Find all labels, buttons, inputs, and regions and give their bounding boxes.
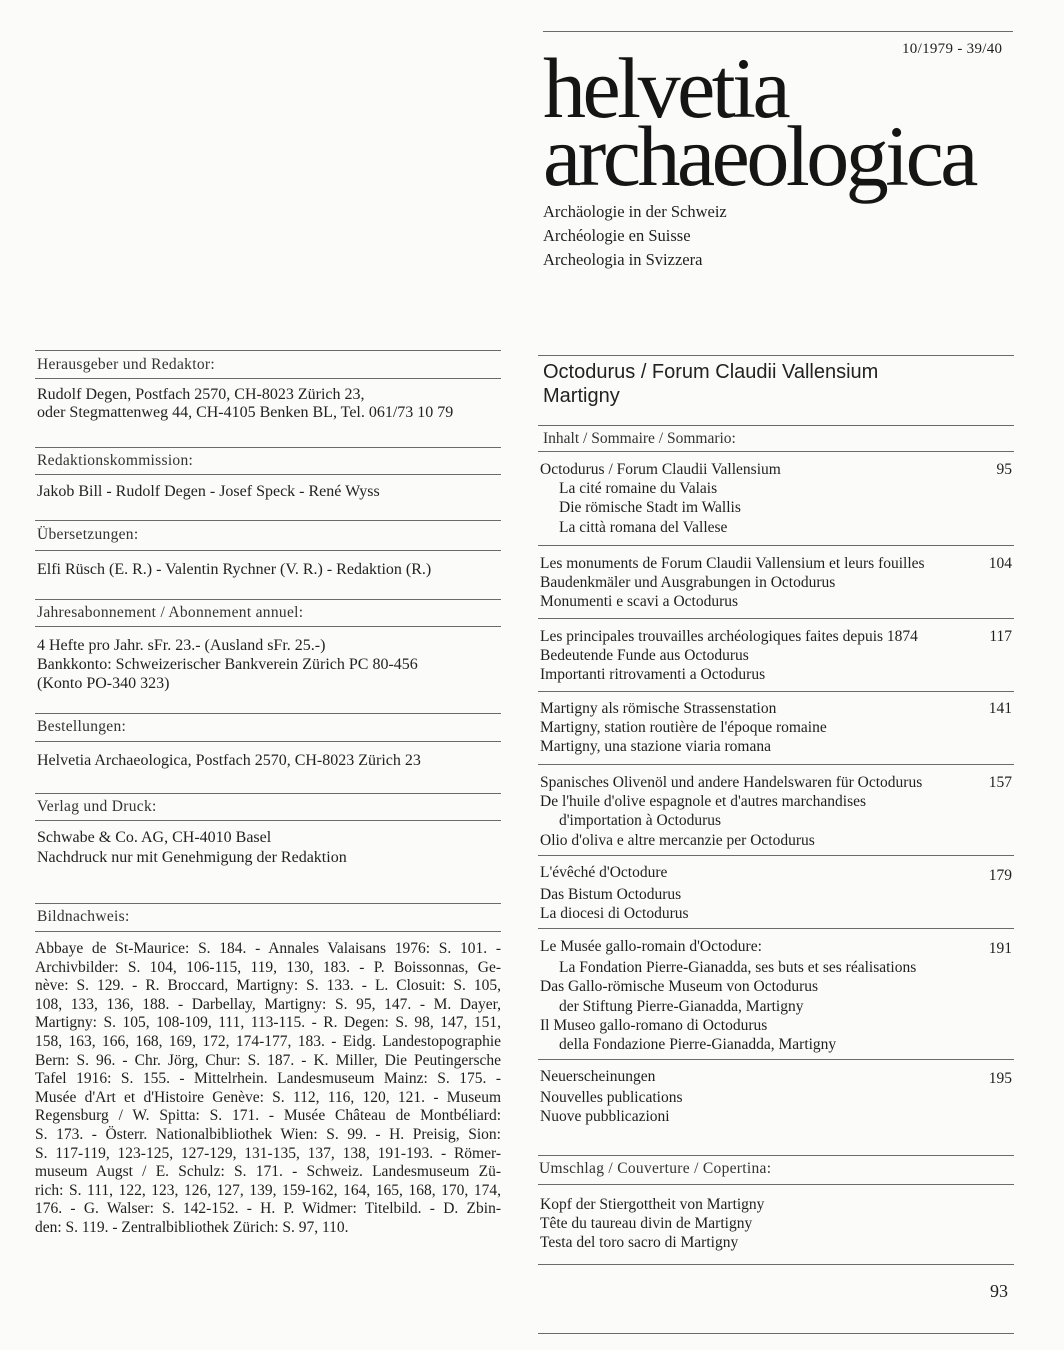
rule xyxy=(538,1155,1014,1156)
contents-label: Inhalt / Sommaire / Sommario: xyxy=(543,430,736,447)
toc-entry-subline: Monumenti e scavi a Octodurus xyxy=(540,593,739,611)
toc-entry-subline: Olio d'oliva e altre mercanzie per Octodurus xyxy=(540,831,815,849)
translations-text: Elfi Rüsch (E. R.) - Valentin Rychner (V. R.) - Redaktion (R.) xyxy=(37,561,432,578)
toc-entry xyxy=(540,460,1012,537)
toc-entry-title-row xyxy=(540,699,1012,718)
toc-entry-page: 191 xyxy=(988,940,1012,957)
journal-subtitles xyxy=(543,200,727,272)
toc-entry-title-row xyxy=(540,627,1012,646)
rule xyxy=(35,378,501,379)
rule xyxy=(35,793,501,794)
toc-entry-subline: Martigny, una stazione viaria romana xyxy=(540,738,771,756)
toc-entry-title-row xyxy=(540,937,1012,958)
toc-entry-title: Martigny als römische Strassenstation xyxy=(540,700,777,717)
translations-label: Übersetzungen: xyxy=(37,526,139,543)
credits-line: Bern: S. 96. - Chr. Jörg, Chur: S. 187. - K. Miller, Die Peutingersche xyxy=(35,1051,501,1069)
toc-entry xyxy=(540,773,1012,850)
toc-entry-title-row xyxy=(540,1067,1012,1088)
rule xyxy=(35,520,501,521)
toc-entry-subline: Das Gallo-römische Museum von Octodurus xyxy=(540,978,819,996)
toc-entry-page: 157 xyxy=(988,774,1012,791)
toc-entry-page: 195 xyxy=(988,1070,1012,1087)
toc-entry xyxy=(540,1067,1012,1127)
credits-line: Regensburg / W. Spitta: S. 171. - Musée Château de Montbéliard: xyxy=(35,1107,501,1125)
toc-entry-subline: Das Bistum Octodurus xyxy=(540,886,682,904)
rule xyxy=(35,820,501,821)
commission-label: Redaktionskommission: xyxy=(37,452,194,469)
subtitle-de: Archäologie in der Schweiz xyxy=(543,202,727,221)
rule xyxy=(35,626,501,627)
issue-heading-line1: Octodurus / Forum Claudii Vallensium xyxy=(543,361,879,383)
orders-label: Bestellungen: xyxy=(37,718,127,735)
toc-entry-subline: De l'huile d'olive espagnole et d'autres marchandises xyxy=(540,793,867,811)
credits-label: Bildnachweis: xyxy=(37,908,130,925)
toc-entry-subline: d'importation à Octodurus xyxy=(559,812,722,830)
print-line: Nachdruck nur mit Genehmigung der Redaktion xyxy=(37,849,347,866)
credits-line: museum Augst / E. Schulz: S. 171. - Schweiz. Landesmuseum Zü- xyxy=(35,1163,501,1181)
issue-heading xyxy=(543,360,878,408)
toc-entry xyxy=(540,699,1012,757)
subscription-line: Bankkonto: Schweizerischer Bankverein Zürich PC 80-456 xyxy=(37,656,418,673)
journal-title-line1: helvetia xyxy=(543,40,788,136)
publisher-label: Herausgeber und Redaktor: xyxy=(37,356,215,373)
credits-line: 108, 133, 136, 188. - Darbellay, Martigny: S. 95, 147. - M. Dayer, xyxy=(35,995,501,1013)
toc-entry-subline: Bedeutende Funde aus Octodurus xyxy=(540,647,749,665)
toc-entry-page: 117 xyxy=(989,628,1012,645)
journal-title-line2: archaeologica xyxy=(543,108,975,204)
subscription-line: 4 Hefte pro Jahr. sFr. 23.- (Ausland sFr. 25.-) xyxy=(37,637,326,654)
issue-number: 10/1979 - 39/40 xyxy=(902,41,1003,57)
toc-entry-page: 141 xyxy=(988,700,1012,717)
toc-entry-subline: Nuove pubblicazioni xyxy=(540,1108,670,1126)
rule xyxy=(538,618,1014,619)
toc-entry xyxy=(540,554,1012,612)
credits-line: 158, 163, 166, 168, 169, 172, 174-177, 183. - Eidg. Landestopographie xyxy=(35,1032,501,1050)
print-line: Schwabe & Co. AG, CH-4010 Basel xyxy=(37,829,272,846)
credits-line: 176. - G. Walser: S. 142-152. - H. P. Widmer: Titelbild. - D. Zbin- xyxy=(35,1200,501,1218)
toc-entry-title: Les principales trouvailles archéologiques faites depuis 1874 xyxy=(540,628,918,645)
toc-entry-subline: Nouvelles publications xyxy=(540,1089,683,1107)
orders-text: Helvetia Archaeologica, Postfach 2570, CH-8023 Zürich 23 xyxy=(37,752,421,769)
credits-line: nève: S. 129. - R. Broccard, Martigny: S. 133. - L. Closuit: S. 105, xyxy=(35,977,501,995)
toc-entry-subline: La città romana del Vallese xyxy=(559,518,728,536)
subtitle-it: Archeologia in Svizzera xyxy=(543,250,703,269)
rule xyxy=(35,350,501,351)
toc-entry-title-row xyxy=(540,554,1012,573)
cover-caption xyxy=(540,1195,1012,1253)
credits-line: den: S. 119. - Zentralbibliothek Zürich: S. 97, 110. xyxy=(35,1218,349,1236)
toc-entry-title: Le Musée gallo-romain d'Octodure: xyxy=(540,938,762,955)
toc-entry-title-row xyxy=(540,773,1012,792)
rule xyxy=(538,451,1014,452)
credits-line: Martigny: S. 105, 108-109, 111, 113-115. - R. Degen: S. 98, 147, 151, xyxy=(35,1014,501,1032)
rule xyxy=(538,545,1014,546)
credits-line: Archivbilder: S. 104, 106-115, 119, 130, 183. - P. Boissonnas, Ge- xyxy=(35,958,501,976)
rule xyxy=(35,550,501,551)
rule xyxy=(538,425,1014,426)
toc-entry-title: Octodurus / Forum Claudii Vallensium xyxy=(540,461,781,478)
rule xyxy=(35,903,501,904)
toc-entry-title-row xyxy=(540,863,1012,885)
credits-line: S. 117-119, 123-125, 127-129, 131-135, 137, 138, 191-193. - Römer- xyxy=(35,1144,501,1162)
rule xyxy=(35,447,501,448)
rule xyxy=(538,764,1014,765)
rule xyxy=(538,691,1014,692)
toc-entry-subline: der Stiftung Pierre-Gianadda, Martigny xyxy=(559,997,804,1015)
credits-line: Tafel 1916: S. 155. - Mittelrhein. Landesmuseum Mainz: S. 175. - xyxy=(35,1070,501,1088)
toc-entry-title: Les monuments de Forum Claudii Vallensium et leurs fouilles xyxy=(540,555,925,572)
toc-entry-subline: La diocesi di Octodurus xyxy=(540,905,689,923)
toc-entry-title: Neuerscheinungen xyxy=(540,1068,656,1085)
rule xyxy=(538,355,1014,356)
toc-entry-subline: Il Museo gallo-romano di Octodurus xyxy=(540,1016,768,1034)
credits-line: rich: S. 111, 122, 123, 126, 127, 139, 159-162, 164, 165, 168, 170, 174, xyxy=(35,1181,501,1199)
toc-entry-subline: La cité romaine du Valais xyxy=(559,480,718,498)
cover-caption-line: Testa del toro sacro di Martigny xyxy=(540,1234,739,1252)
credits-line: S. 173. - Österr. Nationalbibliothek Wien: S. 99. - H. Preisig, Sion: xyxy=(35,1125,501,1143)
cover-caption-line: Kopf der Stiergottheit von Martigny xyxy=(540,1196,765,1213)
rule xyxy=(35,599,501,600)
credits-line: Musée d'Art et d'Histoire Genève: S. 112, 116, 120, 121. - Museum xyxy=(35,1088,501,1106)
cover-caption-line: Tête du taureau divin de Martigny xyxy=(540,1215,753,1233)
toc-entry-page: 104 xyxy=(988,555,1012,572)
top-rule xyxy=(543,31,1013,32)
credits-line: Abbaye de St-Maurice: S. 184. - Annales Valaisans 1976: S. 101. - xyxy=(35,940,501,957)
toc-entry-subline: Martigny, station routière de l'époque romaine xyxy=(540,719,827,737)
rule xyxy=(35,713,501,714)
rule xyxy=(538,1264,1014,1265)
publisher-line: Rudolf Degen, Postfach 2570, CH-8023 Zürich 23, xyxy=(37,386,365,403)
subtitle-fr: Archéologie en Suisse xyxy=(543,226,691,245)
page-number: 93 xyxy=(990,1281,1008,1301)
toc-entry xyxy=(540,937,1012,1054)
toc-entry-subline: La Fondation Pierre-Gianadda, ses buts et ses réalisations xyxy=(559,959,917,977)
rule xyxy=(538,928,1014,929)
toc-entry-page: 179 xyxy=(988,867,1012,884)
publisher-line: oder Stegmattenweg 44, CH-4105 Benken BL, Tel. 061/73 10 79 xyxy=(37,404,454,421)
toc-entry xyxy=(540,627,1012,685)
subscription-line: (Konto PO-340 323) xyxy=(37,675,170,692)
toc-entry-title: L'évêché d'Octodure xyxy=(540,864,668,881)
toc-entry xyxy=(540,863,1012,924)
rule xyxy=(538,855,1014,856)
issue-heading-line2: Martigny xyxy=(543,385,620,407)
commission-text: Jakob Bill - Rudolf Degen - Josef Speck - René Wyss xyxy=(37,483,380,500)
rule xyxy=(538,1184,1014,1185)
bottom-rule xyxy=(538,1333,1014,1334)
toc-entry-subline: della Fondazione Pierre-Gianadda, Martigny xyxy=(559,1036,837,1054)
print-label: Verlag und Druck: xyxy=(37,798,157,815)
cover-label: Umschlag / Couverture / Copertina: xyxy=(539,1160,772,1177)
toc-entry-page: 95 xyxy=(996,461,1012,478)
toc-entry-title-row xyxy=(540,460,1012,479)
rule xyxy=(35,741,501,742)
toc-entry-subline: Baudenkmäler und Ausgrabungen in Octodurus xyxy=(540,574,836,592)
toc-entry-title: Spanisches Olivenöl und andere Handelswaren für Octodurus xyxy=(540,774,923,791)
subscription-label: Jahresabonnement / Abonnement annuel: xyxy=(37,604,304,621)
rule xyxy=(35,931,501,932)
rule xyxy=(35,474,501,475)
toc-entry-subline: Die römische Stadt im Wallis xyxy=(559,499,741,517)
rule xyxy=(538,1059,1014,1060)
credits-text xyxy=(35,940,501,1238)
toc-entry-subline: Importanti ritrovamenti a Octodurus xyxy=(540,666,766,684)
